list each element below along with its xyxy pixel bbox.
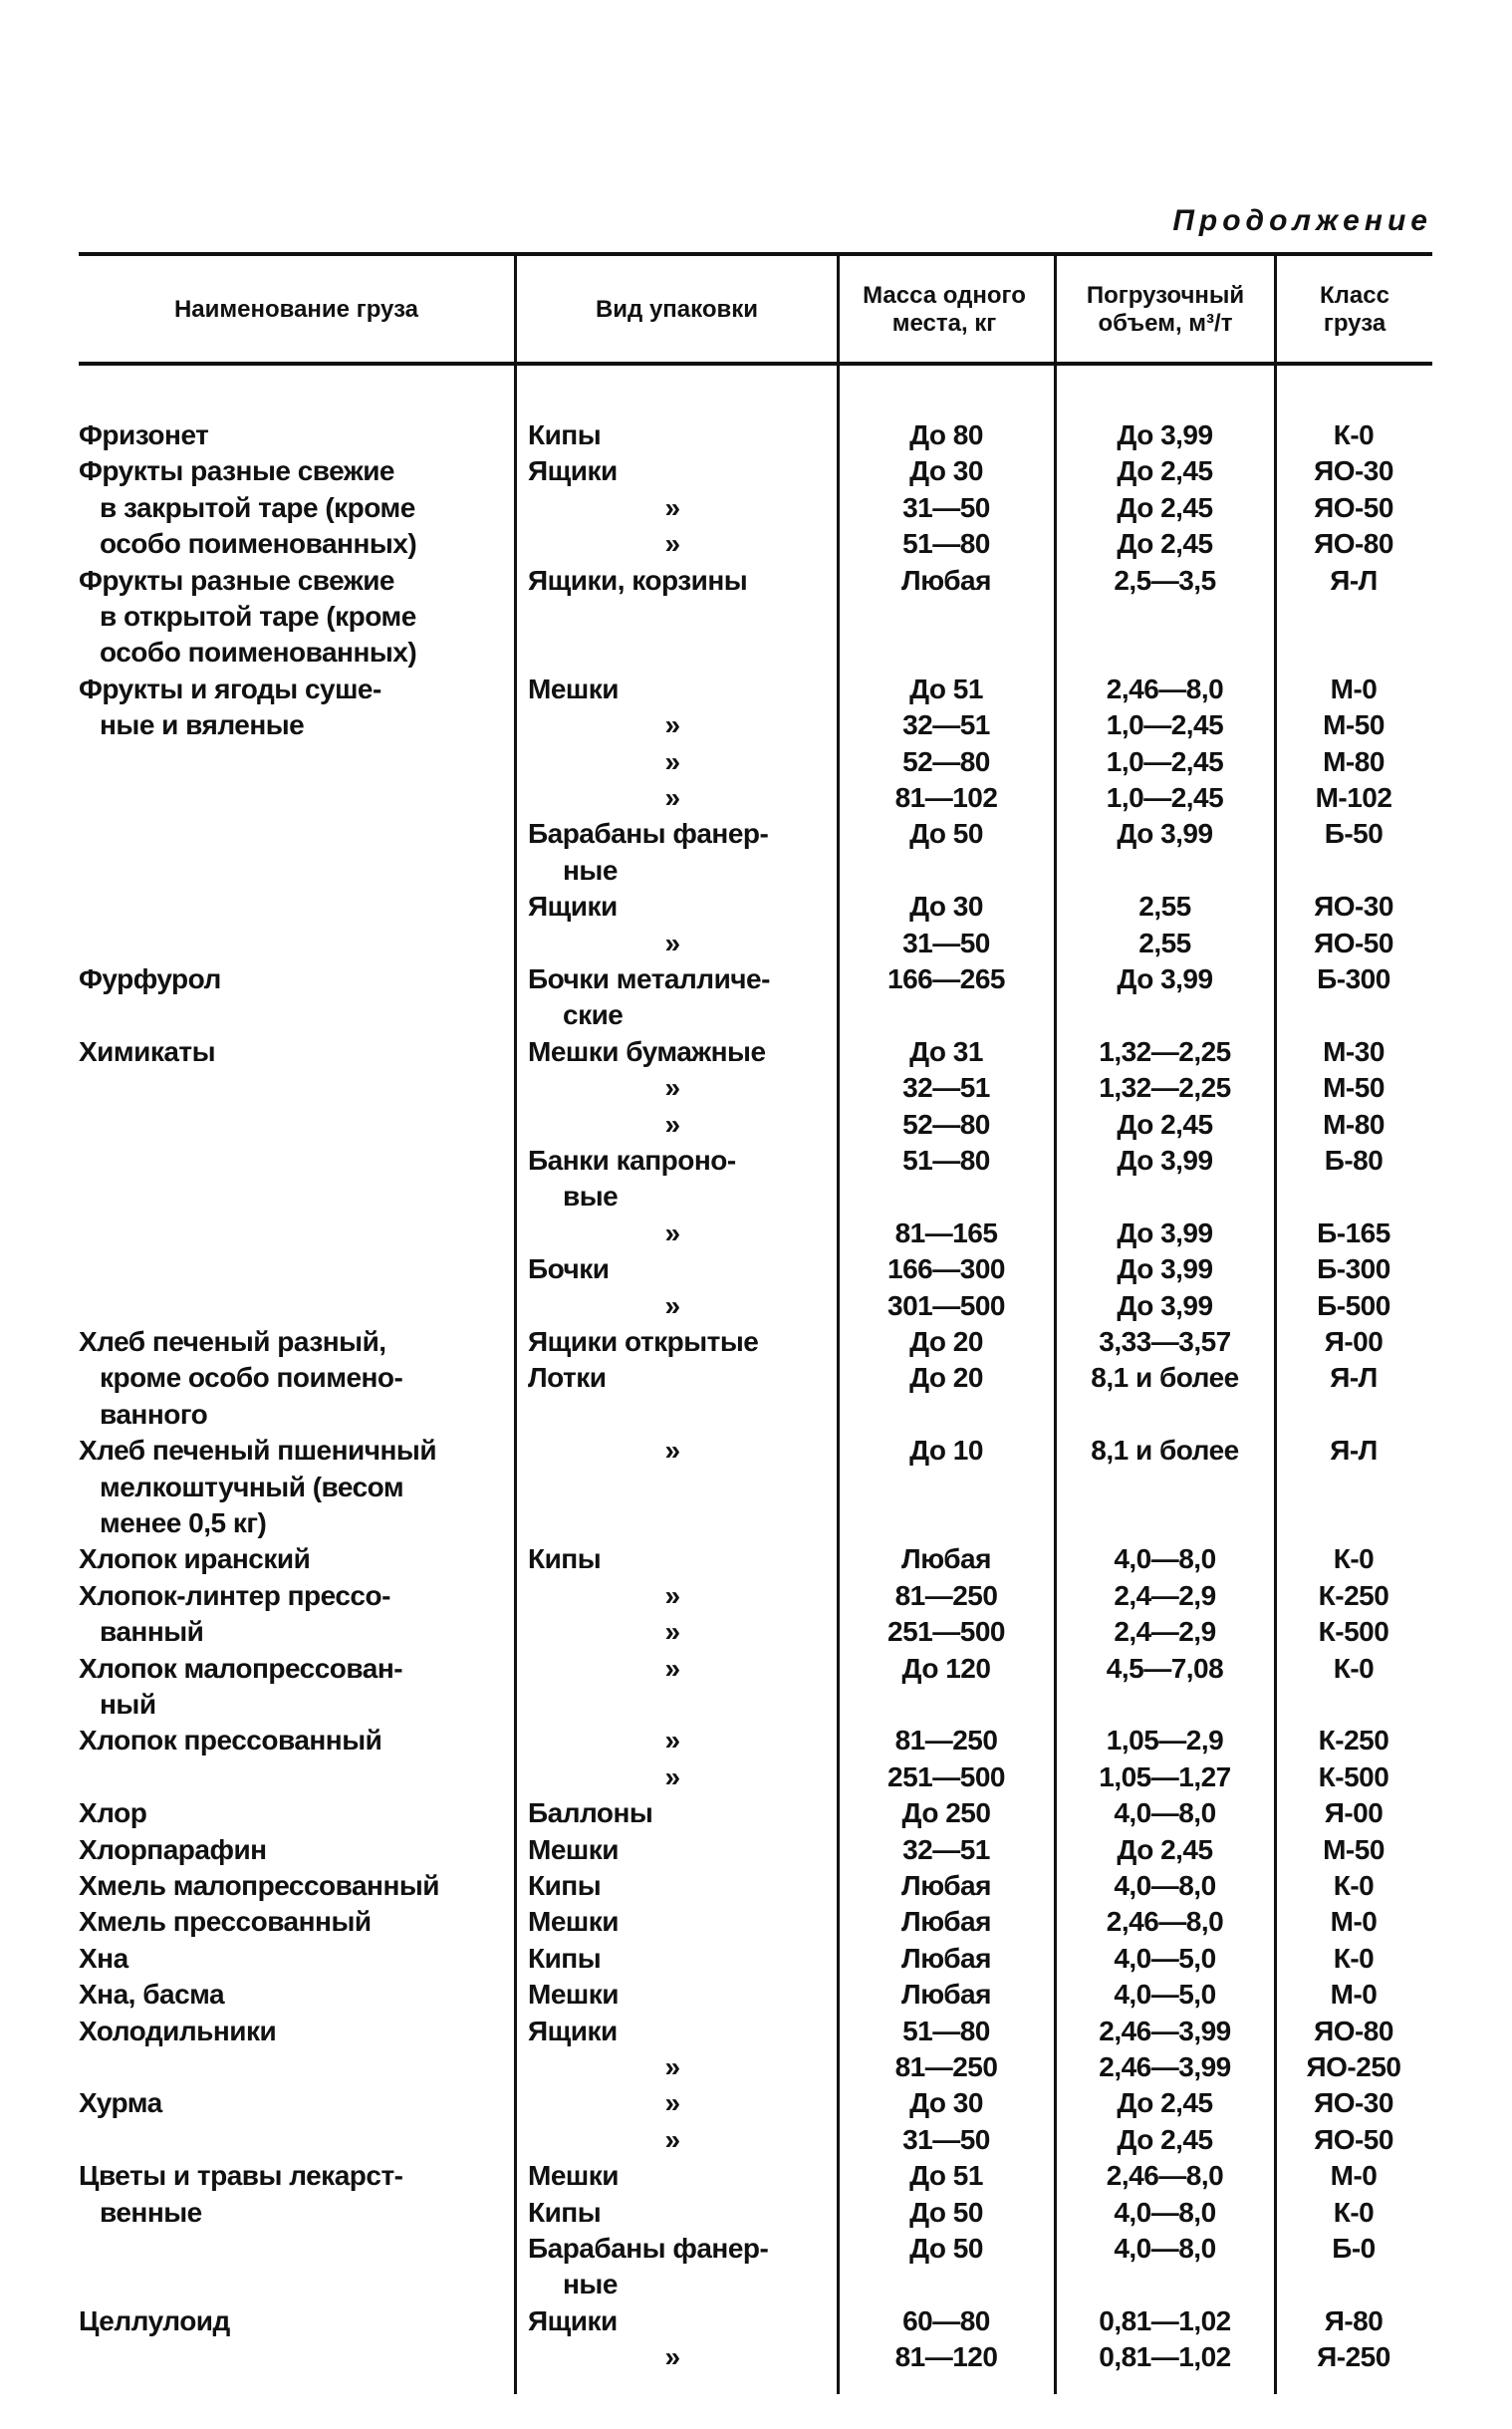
cell-volume: 0,81—1,02 [1099,2304,1231,2336]
cell-pack: » [664,2341,680,2373]
cell-volume: До 2,45 [1117,455,1213,487]
cell-name: в открытой таре (кроме [100,601,416,632]
cell-class: К-250 [1318,1579,1389,1611]
table-row [0,2231,1512,2267]
cell-name: Фрукты и ягоды суше- [79,673,381,704]
cell-volume: 2,55 [1138,927,1191,958]
cell-volume: 8,1 и более [1091,1435,1239,1467]
cell-name: менее 0,5 кг) [100,1507,267,1538]
cell-mass: 81—120 [894,2341,998,2373]
table-row [0,563,1512,599]
cell-volume: 4,0—8,0 [1114,2233,1216,2264]
table-row [0,2085,1512,2121]
cell-volume: До 2,45 [1117,528,1213,560]
table-row [0,1397,1512,1433]
cell-volume: 1,05—2,9 [1106,1725,1224,1756]
table-row [0,2303,1512,2339]
table-row [0,889,1512,925]
cell-volume: До 3,99 [1117,818,1213,850]
cell-pack: Ящики открытые [528,1326,759,1357]
table-row [0,1795,1512,1831]
table-row [0,635,1512,671]
cell-class: М-50 [1323,1072,1385,1104]
cell-pack: » [664,927,680,958]
cell-class: Б-80 [1324,1145,1384,1176]
cell-name: Хлор [79,1797,147,1829]
cell-pack: Кипы [528,1942,602,1974]
cell-mass: До 30 [909,891,983,923]
cell-class: К-500 [1318,1616,1389,1648]
table-row [0,1723,1512,1758]
cell-mass: Любая [901,1543,991,1575]
cell-mass: 81—102 [894,782,998,813]
table-row [0,1034,1512,1070]
cell-mass: 32—51 [902,709,990,741]
cell-mass: До 20 [909,1326,983,1357]
cell-volume: 2,46—3,99 [1099,2015,1231,2046]
cell-mass: Любая [901,1979,991,2011]
cell-pack: Бочки [528,1253,610,1285]
cell-mass: До 50 [909,2233,983,2264]
cell-mass: 31—50 [902,927,990,958]
cell-pack: Мешки [528,673,619,704]
cell-mass: Любая [901,1906,991,1938]
cell-mass: До 120 [901,1652,991,1684]
cell-class: Б-300 [1317,1253,1390,1285]
table-row [0,816,1512,852]
cell-mass: 251—500 [887,1760,1005,1792]
cell-class: М-80 [1323,745,1385,777]
cell-class: ЯО-80 [1314,528,1393,560]
cell-name: Хлеб печеный пшеничный [79,1435,437,1467]
cell-volume: До 2,45 [1117,1833,1213,1865]
cell-pack: Лотки [528,1362,607,1394]
table-row [0,2158,1512,2194]
cell-class: ЯО-30 [1314,455,1393,487]
table-row [0,1470,1512,1505]
cell-name: ванного [100,1398,208,1430]
cell-pack: » [664,1652,680,1684]
table-row [0,2339,1512,2375]
cell-class: Б-500 [1317,1289,1390,1321]
cell-volume: 1,05—1,27 [1099,1760,1231,1792]
cell-pack: » [664,1579,680,1611]
cell-pack: » [664,2051,680,2082]
table-row [0,1578,1512,1614]
cell-mass: 81—250 [894,2051,998,2082]
cell-name: мелкоштучный (весом [100,1471,404,1502]
cell-pack: » [664,491,680,523]
cell-pack: Банки капроно- [528,1145,736,1176]
cell-pack: Баллоны [528,1797,653,1829]
cell-volume: 1,0—2,45 [1106,709,1224,741]
cell-mass: До 30 [909,455,983,487]
cell-pack: Ящики [528,455,618,487]
cell-pack: Мешки бумажные [528,1035,766,1067]
cell-volume: 0,81—1,02 [1099,2341,1231,2373]
table-row [0,1215,1512,1251]
cell-pack: ные [563,2269,618,2300]
cell-class: Я-80 [1324,2304,1384,2336]
cell-mass: 51—80 [902,528,990,560]
cell-class: К-0 [1333,1652,1375,1684]
cell-name: Хлопок прессованный [79,1725,382,1756]
cell-volume: 2,55 [1138,891,1191,923]
cell-volume: 4,0—8,0 [1114,2196,1216,2228]
cell-class: Я-00 [1324,1797,1384,1829]
table-row [0,1868,1512,1904]
cell-mass: 52—80 [902,1108,990,1140]
cell-volume: До 3,99 [1117,1289,1213,1321]
table-row [0,1070,1512,1106]
cell-class: Я-Л [1330,564,1378,596]
cell-mass: 32—51 [902,1833,990,1865]
cell-volume: До 3,99 [1117,419,1213,450]
cell-mass: 166—300 [887,1253,1005,1285]
cell-volume: До 2,45 [1117,2123,1213,2155]
cell-pack: » [664,1072,680,1104]
cell-mass: 32—51 [902,1072,990,1104]
cell-class: Я-Л [1330,1362,1378,1394]
cell-name: Хна [79,1942,128,1974]
cell-pack: Мешки [528,2160,619,2192]
cell-pack: » [664,745,680,777]
cell-volume: 2,46—8,0 [1106,1906,1224,1938]
cell-name: Хлопок малопрессован- [79,1652,403,1684]
cell-name: Хна, басма [79,1979,225,2011]
cell-class: М-50 [1323,1833,1385,1865]
cell-pack: » [664,1616,680,1648]
cell-mass: 81—250 [894,1579,998,1611]
cell-pack: вые [563,1181,619,1213]
cell-mass: 51—80 [902,2015,990,2046]
table-row [0,744,1512,780]
cell-mass: Любая [901,1870,991,1901]
table-row [0,1179,1512,1214]
cell-pack: » [664,1725,680,1756]
table-row [0,490,1512,526]
cell-pack: » [664,1216,680,1248]
cell-name: Холодильники [79,2015,277,2046]
cell-name: ванный [100,1616,204,1648]
cell-pack: Ящики [528,891,618,923]
cell-name: Хлеб печеный разный, [79,1326,386,1357]
cell-class: Я-250 [1317,2341,1390,2373]
cell-class: К-0 [1333,1543,1375,1575]
cell-volume: До 2,45 [1117,1108,1213,1140]
cell-class: М-102 [1315,782,1392,813]
cell-pack: Мешки [528,1979,619,2011]
table-row [0,1107,1512,1143]
cell-volume: 1,0—2,45 [1106,745,1224,777]
cell-name: Цветы и травы лекарст- [79,2160,403,2192]
table-row [0,1941,1512,1977]
cell-pack: » [664,709,680,741]
header-mass: Масса одного места, кг [863,282,1026,337]
cell-class: М-80 [1323,1108,1385,1140]
cell-name: Хурма [79,2087,162,2119]
continuation-label: Продолжение [1172,204,1432,237]
cell-pack: » [664,528,680,560]
cell-name: Фрукты разные свежие [79,455,394,487]
cell-class: К-0 [1333,2196,1375,2228]
table-row [0,2267,1512,2302]
cell-name: особо поименованных) [100,528,417,560]
cell-class: ЯО-250 [1306,2051,1401,2082]
cell-class: М-0 [1330,1979,1378,2011]
cell-mass: 251—500 [887,1616,1005,1648]
table-row [0,2014,1512,2049]
cell-name: в закрытой таре (кроме [100,491,415,523]
cell-mass: Любая [901,564,991,596]
cell-pack: Барабаны фанер- [528,818,769,850]
cell-class: К-500 [1318,1760,1389,1792]
table-row [0,1759,1512,1795]
table-row [0,1977,1512,2013]
cell-volume: До 3,99 [1117,1145,1213,1176]
table-row [0,1651,1512,1687]
cell-name: Хмель прессованный [79,1906,372,1938]
header-class: Класс груза [1320,282,1389,337]
cell-mass: До 50 [909,818,983,850]
cell-pack: ные [563,854,618,886]
cell-name: ные и вяленые [100,709,305,741]
cell-name: Хлопок иранский [79,1543,311,1575]
table-row [0,2195,1512,2231]
cell-pack: » [664,782,680,813]
cell-class: К-250 [1318,1725,1389,1756]
cell-mass: 31—50 [902,2123,990,2155]
cell-volume: 8,1 и более [1091,1362,1239,1394]
cell-volume: 3,33—3,57 [1099,1326,1231,1357]
cell-name: кроме особо поимено- [100,1362,403,1394]
cell-mass: До 20 [909,1362,983,1394]
cell-pack: Кипы [528,1543,602,1575]
cell-mass: До 30 [909,2087,983,2119]
cell-mass: До 80 [909,419,983,450]
cell-class: ЯО-50 [1314,2123,1393,2155]
table-row [0,926,1512,961]
cell-volume: До 3,99 [1117,1253,1213,1285]
cell-class: Я-Л [1330,1435,1378,1467]
cell-volume: 2,46—8,0 [1106,673,1224,704]
cell-volume: 2,5—3,5 [1114,564,1216,596]
cell-volume: 4,0—8,0 [1114,1870,1216,1901]
cell-mass: До 10 [909,1435,983,1467]
cell-name: Фризонет [79,419,209,450]
table-row [0,1324,1512,1360]
cell-class: М-0 [1330,673,1378,704]
cell-pack: Бочки металличе- [528,963,770,994]
table-row [0,853,1512,889]
cell-mass: До 51 [909,2160,983,2192]
cell-pack: » [664,1435,680,1467]
cell-pack: Барабаны фанер- [528,2233,769,2264]
cell-name: Целлулоид [79,2304,230,2336]
table-row [0,1433,1512,1469]
cell-volume: 4,0—8,0 [1114,1797,1216,1829]
table-row [0,1541,1512,1577]
header-pack: Вид упаковки [595,296,759,323]
cell-mass: 166—265 [887,963,1005,994]
cell-class: ЯО-50 [1314,491,1393,523]
header-volume: Погрузочный объем, м³/т [1086,282,1245,337]
table-row [0,2122,1512,2158]
cell-class: К-0 [1333,419,1375,450]
cell-pack: Ящики [528,2015,618,2046]
cell-volume: 1,32—2,25 [1099,1072,1231,1104]
cell-name: ный [100,1689,156,1720]
cell-pack: ские [563,999,624,1031]
cell-class: М-30 [1323,1035,1385,1067]
cell-class: Б-300 [1317,963,1390,994]
cell-name: Хлорпарафин [79,1833,267,1865]
header-name: Наименование груза [173,296,419,323]
cell-pack: » [664,1108,680,1140]
cell-pack: » [664,2123,680,2155]
cell-volume: 2,4—2,9 [1114,1616,1216,1648]
cell-class: ЯО-80 [1314,2015,1393,2046]
cell-mass: 301—500 [887,1289,1005,1321]
cell-volume: 2,46—3,99 [1099,2051,1231,2082]
cell-class: М-0 [1330,1906,1378,1938]
cell-class: ЯО-30 [1314,891,1393,923]
table-row [0,1687,1512,1723]
cell-name: Фрукты разные свежие [79,564,394,596]
cell-name: венные [100,2196,202,2228]
cell-volume: До 3,99 [1117,963,1213,994]
cell-pack: Кипы [528,1870,602,1901]
table-row [0,997,1512,1033]
cell-volume: До 3,99 [1117,1216,1213,1248]
cell-class: ЯО-30 [1314,2087,1393,2119]
table-row [0,1832,1512,1868]
cell-mass: До 51 [909,673,983,704]
cell-mass: 52—80 [902,745,990,777]
cell-class: Б-50 [1324,818,1384,850]
cell-name: Химикаты [79,1035,216,1067]
table-row [0,1505,1512,1541]
table-row [0,1904,1512,1940]
cell-pack: Мешки [528,1833,619,1865]
cell-volume: До 2,45 [1117,491,1213,523]
cell-volume: 4,0—5,0 [1114,1942,1216,1974]
cell-pack: Ящики, корзины [528,564,748,596]
table-row [0,453,1512,489]
table-row [0,1614,1512,1650]
cell-name: Хмель малопрессованный [79,1870,440,1901]
cell-pack: » [664,2087,680,2119]
cell-volume: 4,5—7,08 [1106,1652,1224,1684]
cell-pack: Кипы [528,2196,602,2228]
table-row [0,1360,1512,1396]
table-row [0,599,1512,635]
table-row [0,1288,1512,1324]
cell-class: ЯО-50 [1314,927,1393,958]
cell-class: К-0 [1333,1942,1375,1974]
cell-class: Б-165 [1317,1216,1390,1248]
cell-volume: 1,32—2,25 [1099,1035,1231,1067]
table-row [0,707,1512,743]
table-row [0,961,1512,997]
cell-mass: До 50 [909,2196,983,2228]
cell-name: особо поименованных) [100,637,417,669]
cell-mass: 81—165 [894,1216,998,1248]
cell-name: Фурфурол [79,963,221,994]
table-row [0,780,1512,816]
cell-volume: 2,4—2,9 [1114,1579,1216,1611]
cell-mass: 60—80 [902,2304,990,2336]
cell-volume: 4,0—5,0 [1114,1979,1216,2011]
table-row [0,1143,1512,1179]
cell-mass: Любая [901,1942,991,1974]
cell-name: Хлопок-линтер прессо- [79,1579,390,1611]
cell-volume: 4,0—8,0 [1114,1543,1216,1575]
cell-pack: Ящики [528,2304,618,2336]
table-row [0,672,1512,707]
cell-volume: До 2,45 [1117,2087,1213,2119]
cell-volume: 1,0—2,45 [1106,782,1224,813]
cell-class: М-0 [1330,2160,1378,2192]
table-row [0,2049,1512,2085]
cell-pack: » [664,1760,680,1792]
cell-pack: Кипы [528,419,602,450]
cell-mass: 31—50 [902,491,990,523]
cell-class: Я-00 [1324,1326,1384,1357]
cell-mass: 81—250 [894,1725,998,1756]
table-row [0,526,1512,562]
cell-class: Б-0 [1332,2233,1376,2264]
cell-pack: » [664,1289,680,1321]
cell-class: М-50 [1323,709,1385,741]
cell-class: К-0 [1333,1870,1375,1901]
cell-pack: Мешки [528,1906,619,1938]
cell-mass: До 250 [901,1797,991,1829]
cell-volume: 2,46—8,0 [1106,2160,1224,2192]
table-row [0,417,1512,453]
cell-mass: 51—80 [902,1145,990,1176]
table-row [0,1251,1512,1287]
cell-mass: До 31 [909,1035,983,1067]
